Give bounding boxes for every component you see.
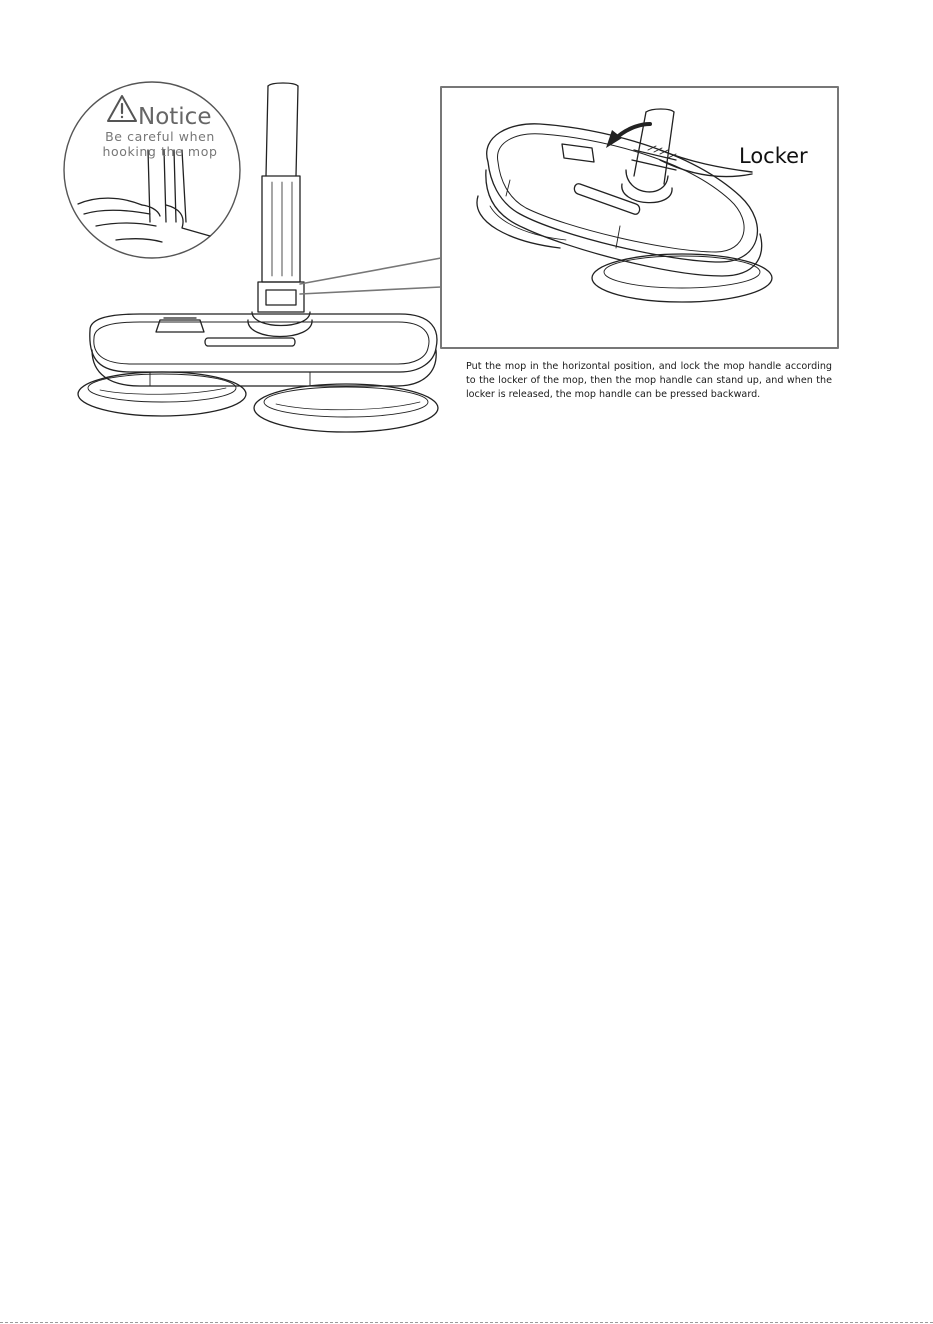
warning-triangle-icon xyxy=(108,96,136,121)
notice-line-2: hooking the mop xyxy=(102,144,218,159)
instruction-text: Put the mop in the horizontal position, and lock the mop handle according to the locker of the mop, then the mop handle can stand up, and when the locker is released, the mop handle can be pressed backward. xyxy=(466,361,832,400)
page-bottom-rule xyxy=(0,1322,933,1323)
zoom-connector xyxy=(300,258,441,294)
notice-line-1: Be careful when xyxy=(105,129,215,144)
notice-title: Notice xyxy=(138,104,212,130)
locker-label: Locker xyxy=(739,144,808,168)
mop-detail-drawing xyxy=(477,109,772,302)
